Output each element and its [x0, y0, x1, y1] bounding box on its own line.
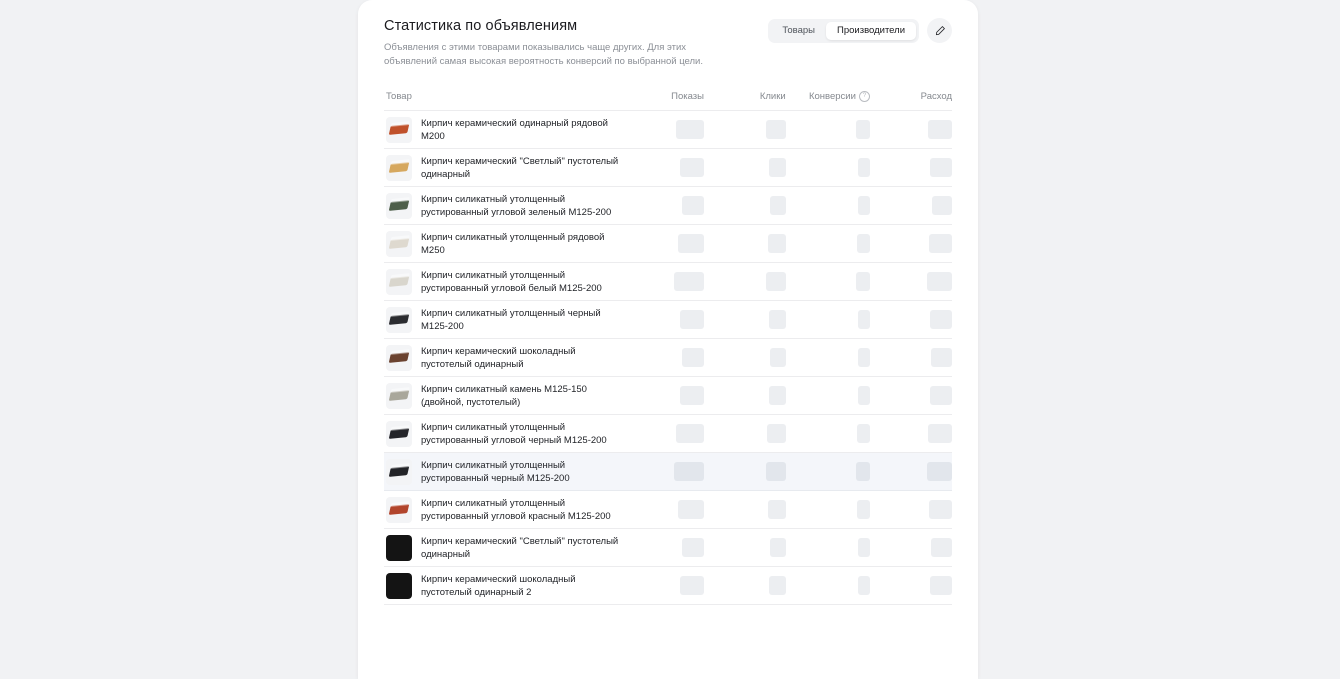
bar-conversions [858, 386, 870, 405]
product-thumbnail [386, 573, 412, 599]
cell-spend [870, 301, 952, 339]
bar-spend [929, 500, 952, 519]
cell-clicks [704, 111, 786, 149]
product-name: Кирпич керамический шоколадный пустотелый одинарный [421, 345, 576, 370]
pencil-icon [934, 25, 946, 37]
table-row[interactable] [384, 263, 952, 301]
brick-icon [389, 276, 409, 287]
cell-impressions [622, 263, 704, 301]
product-name: Кирпич силикатный утолщенный рустированный угловой зеленый М125-200 [421, 193, 612, 218]
bar-spend [928, 120, 952, 139]
cell-impressions [622, 491, 704, 529]
cell-product [384, 111, 622, 149]
cell-spend [870, 415, 952, 453]
cell-conversions [786, 567, 870, 605]
product-thumbnail [386, 345, 412, 371]
table-row[interactable] [384, 567, 952, 605]
cell-impressions [622, 567, 704, 605]
product-thumbnail [386, 421, 412, 447]
bar-conversions [856, 462, 870, 481]
bar-impressions [676, 424, 704, 443]
table-row[interactable] [384, 529, 952, 567]
product-thumbnail [386, 459, 412, 485]
cell-conversions [786, 149, 870, 187]
cell-spend [870, 225, 952, 263]
cell-impressions [622, 339, 704, 377]
product-thumbnail [386, 307, 412, 333]
cell-clicks [704, 453, 786, 491]
bar-conversions [858, 348, 870, 367]
product-name: Кирпич керамический одинарный рядовой М200 [421, 117, 608, 142]
product-name: Кирпич силикатный утолщенный черный М125-200 [421, 307, 601, 332]
cell-conversions [786, 225, 870, 263]
bar-clicks [766, 120, 786, 139]
cell-spend [870, 263, 952, 301]
product-name: Кирпич силикатный утолщенный рустированный угловой черный М125-200 [421, 421, 607, 446]
brick-icon [389, 200, 409, 211]
table-row[interactable] [384, 149, 952, 187]
table-head [384, 91, 952, 111]
bar-clicks [766, 462, 786, 481]
bar-impressions [676, 120, 704, 139]
bar-impressions [680, 158, 704, 177]
bar-clicks [768, 500, 786, 519]
bar-impressions [682, 348, 704, 367]
bar-spend [930, 576, 952, 595]
bar-conversions [858, 310, 870, 329]
table-row[interactable] [384, 225, 952, 263]
cell-spend [870, 377, 952, 415]
cell-product [384, 149, 622, 187]
cell-product [384, 529, 622, 567]
cell-product [384, 567, 622, 605]
product-name: Кирпич керамический шоколадный пустотелый одинарный 2 [421, 573, 576, 598]
cell-clicks [704, 149, 786, 187]
cell-clicks [704, 301, 786, 339]
cell-conversions [786, 377, 870, 415]
product-thumbnail [386, 535, 412, 561]
bar-impressions [682, 196, 704, 215]
cell-clicks [704, 491, 786, 529]
cell-spend [870, 491, 952, 529]
table-row[interactable] [384, 491, 952, 529]
bar-spend [927, 462, 952, 481]
bar-clicks [766, 272, 786, 291]
table-row[interactable] [384, 111, 952, 149]
cell-impressions [622, 225, 704, 263]
header-conversions[interactable] [786, 91, 870, 111]
cell-spend [870, 453, 952, 491]
bar-conversions [856, 272, 870, 291]
product-name: Кирпич силикатный утолщенный рустированный угловой белый М125-200 [421, 269, 602, 294]
bar-impressions [674, 462, 704, 481]
bar-conversions [857, 234, 870, 253]
header-product[interactable]: Товар [384, 91, 622, 111]
cell-clicks [704, 339, 786, 377]
brick-icon [389, 238, 409, 249]
table-row[interactable] [384, 415, 952, 453]
bar-conversions [858, 158, 870, 177]
cell-clicks [704, 263, 786, 301]
bar-conversions [857, 424, 870, 443]
product-name: Кирпич керамический "Светлый" пустотелый одинарный [421, 155, 619, 180]
bar-impressions [674, 272, 704, 291]
product-thumbnail [386, 269, 412, 295]
bar-clicks [767, 424, 786, 443]
bar-clicks [770, 348, 786, 367]
bar-impressions [678, 500, 704, 519]
statistics-table [384, 91, 952, 605]
cell-conversions [786, 453, 870, 491]
table-body [384, 111, 952, 605]
product-thumbnail [386, 117, 412, 143]
cell-product [384, 187, 622, 225]
cell-product [384, 377, 622, 415]
cell-clicks [704, 415, 786, 453]
cell-spend [870, 187, 952, 225]
table-row[interactable] [384, 301, 952, 339]
cell-impressions [622, 149, 704, 187]
cell-impressions [622, 377, 704, 415]
bar-clicks [770, 538, 786, 557]
cell-product [384, 453, 622, 491]
bar-clicks [769, 576, 786, 595]
bar-spend [929, 234, 952, 253]
bar-conversions [857, 500, 870, 519]
cell-conversions [786, 263, 870, 301]
card-controls [768, 18, 952, 43]
cell-clicks [704, 567, 786, 605]
edit-button[interactable] [927, 18, 952, 43]
brick-icon [389, 504, 409, 515]
cell-spend [870, 111, 952, 149]
table-row[interactable] [384, 187, 952, 225]
cell-product [384, 339, 622, 377]
cell-conversions [786, 491, 870, 529]
cell-product [384, 263, 622, 301]
bar-conversions [858, 538, 870, 557]
cell-conversions [786, 529, 870, 567]
bar-impressions [682, 538, 704, 557]
cell-impressions [622, 187, 704, 225]
cell-spend [870, 149, 952, 187]
cell-clicks [704, 225, 786, 263]
cell-impressions [622, 301, 704, 339]
bar-impressions [680, 386, 704, 405]
product-thumbnail [386, 231, 412, 257]
vertical-scrollbar[interactable] [971, 6, 975, 673]
cell-conversions [786, 415, 870, 453]
product-name: Кирпич силикатный утолщенный рустированный черный М125-200 [421, 459, 570, 484]
question-icon[interactable]: ? [859, 91, 870, 102]
bar-conversions [858, 196, 870, 215]
header-impressions[interactable]: Показы [622, 91, 704, 111]
brick-icon [389, 162, 409, 173]
cell-clicks [704, 377, 786, 415]
bar-spend [930, 386, 952, 405]
product-thumbnail [386, 497, 412, 523]
cell-impressions [622, 453, 704, 491]
toggle-manufacturers[interactable]: Производители [826, 22, 916, 40]
scrollbar-thumb[interactable] [968, 12, 972, 192]
table-row[interactable] [384, 339, 952, 377]
product-thumbnail [386, 383, 412, 409]
bar-conversions [856, 120, 870, 139]
bar-clicks [769, 158, 786, 177]
cell-conversions [786, 111, 870, 149]
header-spend[interactable]: Расход [870, 91, 952, 111]
bar-spend [932, 196, 952, 215]
cell-conversions [786, 187, 870, 225]
table-row[interactable] [384, 453, 952, 491]
bar-clicks [770, 196, 786, 215]
product-name: Кирпич керамический "Светлый" пустотелый одинарный [421, 535, 619, 560]
brick-icon [389, 466, 409, 477]
bar-clicks [769, 386, 786, 405]
cell-impressions [622, 415, 704, 453]
product-name: Кирпич силикатный утолщенный рядовой М250 [421, 231, 605, 256]
cell-product [384, 491, 622, 529]
cell-product [384, 301, 622, 339]
table-row[interactable] [384, 377, 952, 415]
brick-icon [389, 390, 409, 401]
bar-impressions [678, 234, 704, 253]
cell-product [384, 415, 622, 453]
header-conversions-label: Конверсии [808, 91, 856, 102]
product-thumbnail [386, 193, 412, 219]
product-name: Кирпич силикатный камень М125-150 (двойной, пустотелый) [421, 383, 587, 408]
bar-impressions [680, 310, 704, 329]
bar-clicks [769, 310, 786, 329]
product-name: Кирпич силикатный утолщенный рустированный угловой красный М125-200 [421, 497, 611, 522]
cell-product [384, 225, 622, 263]
ad-statistics-card [358, 0, 978, 679]
bar-spend [930, 310, 952, 329]
bar-spend [931, 538, 952, 557]
brick-icon [389, 314, 409, 325]
cell-impressions [622, 111, 704, 149]
cell-conversions [786, 301, 870, 339]
bar-spend [930, 158, 952, 177]
cell-clicks [704, 187, 786, 225]
cell-spend [870, 529, 952, 567]
product-thumbnail [386, 155, 412, 181]
cell-clicks [704, 529, 786, 567]
view-toggle-group[interactable] [768, 19, 919, 43]
toggle-products[interactable]: Товары [782, 24, 816, 36]
bar-spend [928, 424, 952, 443]
cell-spend [870, 567, 952, 605]
bar-spend [931, 348, 952, 367]
bar-clicks [768, 234, 786, 253]
brick-icon [389, 428, 409, 439]
page-title: Статистика по объявлениям [384, 18, 578, 34]
page-subtitle: Объявления с этими товарами показывались чаще других. Для этих объявлений самая высокая вероятность конверсий по выбранной цели. [384, 42, 703, 67]
brick-icon [389, 124, 409, 135]
bar-conversions [858, 576, 870, 595]
cell-impressions [622, 529, 704, 567]
bar-spend [927, 272, 952, 291]
cell-spend [870, 339, 952, 377]
header-clicks[interactable]: Клики [704, 91, 786, 111]
bar-impressions [680, 576, 704, 595]
cell-conversions [786, 339, 870, 377]
brick-icon [389, 352, 409, 363]
